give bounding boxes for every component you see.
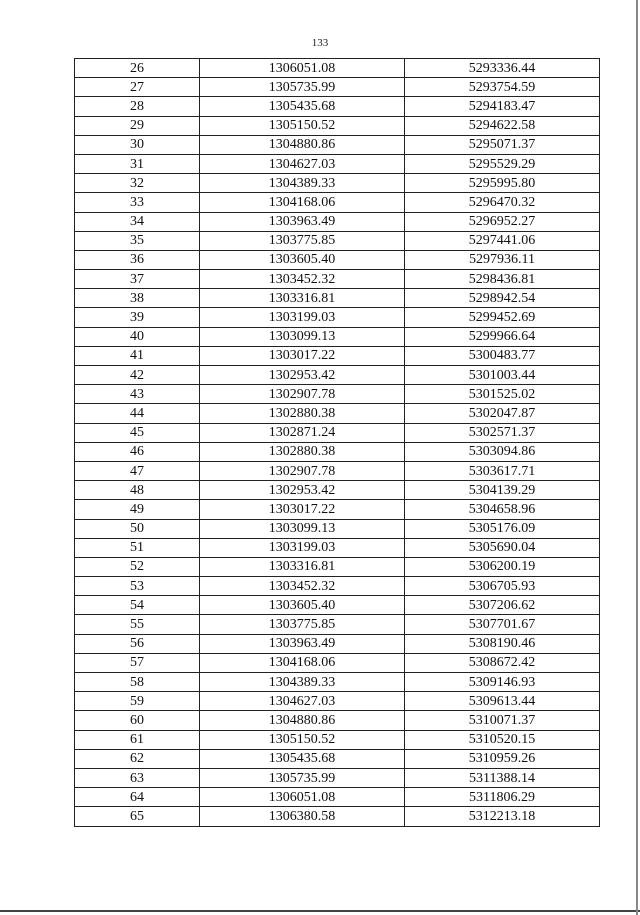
table-row (75, 519, 600, 538)
point-number-cell: 54 (75, 596, 200, 615)
y-coordinate-cell: 5312213.18 (405, 807, 600, 826)
table-row (75, 481, 600, 500)
x-coordinate-cell: 1302953.42 (200, 481, 405, 500)
y-coordinate-cell: 5295529.29 (405, 154, 600, 173)
point-number-cell: 39 (75, 308, 200, 327)
bottom-edge-line (0, 910, 640, 912)
point-number-cell: 55 (75, 615, 200, 634)
y-coordinate-cell: 5300483.77 (405, 346, 600, 365)
point-number-cell: 65 (75, 807, 200, 826)
table-row (75, 749, 600, 768)
x-coordinate-cell: 1303605.40 (200, 596, 405, 615)
y-coordinate-cell: 5310071.37 (405, 711, 600, 730)
y-coordinate-cell: 5306705.93 (405, 577, 600, 596)
x-coordinate-cell: 1305735.99 (200, 768, 405, 787)
point-number-cell: 64 (75, 788, 200, 807)
point-number-cell: 57 (75, 653, 200, 672)
y-coordinate-cell: 5294183.47 (405, 97, 600, 116)
x-coordinate-cell: 1305735.99 (200, 78, 405, 97)
y-coordinate-cell: 5306200.19 (405, 557, 600, 576)
x-coordinate-cell: 1304168.06 (200, 653, 405, 672)
y-coordinate-cell: 5310520.15 (405, 730, 600, 749)
x-coordinate-cell: 1305435.68 (200, 97, 405, 116)
y-coordinate-cell: 5299452.69 (405, 308, 600, 327)
x-coordinate-cell: 1305150.52 (200, 116, 405, 135)
point-number-cell: 40 (75, 327, 200, 346)
table-row (75, 577, 600, 596)
x-coordinate-cell: 1303775.85 (200, 231, 405, 250)
table-row (75, 730, 600, 749)
table-row (75, 78, 600, 97)
x-coordinate-cell: 1303099.13 (200, 519, 405, 538)
y-coordinate-cell: 5307206.62 (405, 596, 600, 615)
point-number-cell: 36 (75, 250, 200, 269)
table-row (75, 250, 600, 269)
x-coordinate-cell: 1302907.78 (200, 385, 405, 404)
y-coordinate-cell: 5298436.81 (405, 270, 600, 289)
x-coordinate-cell: 1303316.81 (200, 289, 405, 308)
x-coordinate-cell: 1303199.03 (200, 538, 405, 557)
x-coordinate-cell: 1306051.08 (200, 59, 405, 78)
point-number-cell: 60 (75, 711, 200, 730)
point-number-cell: 47 (75, 461, 200, 480)
table-row (75, 442, 600, 461)
x-coordinate-cell: 1303017.22 (200, 500, 405, 519)
table-row (75, 423, 600, 442)
coordinates-table (74, 58, 600, 827)
y-coordinate-cell: 5298942.54 (405, 289, 600, 308)
x-coordinate-cell: 1304880.86 (200, 135, 405, 154)
y-coordinate-cell: 5309613.44 (405, 692, 600, 711)
table-row (75, 385, 600, 404)
x-coordinate-cell: 1305435.68 (200, 749, 405, 768)
x-coordinate-cell: 1304627.03 (200, 154, 405, 173)
x-coordinate-cell: 1303017.22 (200, 346, 405, 365)
point-number-cell: 35 (75, 231, 200, 250)
table-row (75, 653, 600, 672)
point-number-cell: 34 (75, 212, 200, 231)
point-number-cell: 33 (75, 193, 200, 212)
y-coordinate-cell: 5301525.02 (405, 385, 600, 404)
y-coordinate-cell: 5311806.29 (405, 788, 600, 807)
point-number-cell: 51 (75, 538, 200, 557)
y-coordinate-cell: 5304658.96 (405, 500, 600, 519)
table-row (75, 807, 600, 826)
x-coordinate-cell: 1305150.52 (200, 730, 405, 749)
y-coordinate-cell: 5296952.27 (405, 212, 600, 231)
point-number-cell: 56 (75, 634, 200, 653)
x-coordinate-cell: 1306380.58 (200, 807, 405, 826)
point-number-cell: 43 (75, 385, 200, 404)
y-coordinate-cell: 5310959.26 (405, 749, 600, 768)
y-coordinate-cell: 5303094.86 (405, 442, 600, 461)
point-number-cell: 44 (75, 404, 200, 423)
table-row (75, 289, 600, 308)
y-coordinate-cell: 5311388.14 (405, 768, 600, 787)
table-row (75, 135, 600, 154)
x-coordinate-cell: 1303605.40 (200, 250, 405, 269)
x-coordinate-cell: 1303199.03 (200, 308, 405, 327)
y-coordinate-cell: 5302047.87 (405, 404, 600, 423)
point-number-cell: 62 (75, 749, 200, 768)
x-coordinate-cell: 1304389.33 (200, 673, 405, 692)
x-coordinate-cell: 1304389.33 (200, 174, 405, 193)
y-coordinate-cell: 5295071.37 (405, 135, 600, 154)
table-row (75, 788, 600, 807)
point-number-cell: 28 (75, 97, 200, 116)
y-coordinate-cell: 5307701.67 (405, 615, 600, 634)
x-coordinate-cell: 1303452.32 (200, 270, 405, 289)
y-coordinate-cell: 5296470.32 (405, 193, 600, 212)
y-coordinate-cell: 5297936.11 (405, 250, 600, 269)
point-number-cell: 41 (75, 346, 200, 365)
table-row (75, 346, 600, 365)
y-coordinate-cell: 5308672.42 (405, 653, 600, 672)
x-coordinate-cell: 1303963.49 (200, 212, 405, 231)
table-row (75, 461, 600, 480)
point-number-cell: 48 (75, 481, 200, 500)
point-number-cell: 63 (75, 768, 200, 787)
point-number-cell: 61 (75, 730, 200, 749)
x-coordinate-cell: 1303316.81 (200, 557, 405, 576)
point-number-cell: 30 (75, 135, 200, 154)
x-coordinate-cell: 1302880.38 (200, 442, 405, 461)
table-row (75, 768, 600, 787)
point-number-cell: 26 (75, 59, 200, 78)
x-coordinate-cell: 1303775.85 (200, 615, 405, 634)
x-coordinate-cell: 1302880.38 (200, 404, 405, 423)
point-number-cell: 38 (75, 289, 200, 308)
table-row (75, 308, 600, 327)
table-row (75, 596, 600, 615)
table-row (75, 673, 600, 692)
point-number-cell: 31 (75, 154, 200, 173)
table-row (75, 59, 600, 78)
point-number-cell: 50 (75, 519, 200, 538)
table-row (75, 212, 600, 231)
y-coordinate-cell: 5309146.93 (405, 673, 600, 692)
point-number-cell: 45 (75, 423, 200, 442)
x-coordinate-cell: 1302953.42 (200, 366, 405, 385)
table-row (75, 634, 600, 653)
table-row (75, 97, 600, 116)
table-row (75, 327, 600, 346)
y-coordinate-cell: 5308190.46 (405, 634, 600, 653)
page-number: 133 (311, 37, 329, 49)
table-row (75, 692, 600, 711)
table-row (75, 404, 600, 423)
point-number-cell: 52 (75, 557, 200, 576)
y-coordinate-cell: 5295995.80 (405, 174, 600, 193)
y-coordinate-cell: 5299966.64 (405, 327, 600, 346)
y-coordinate-cell: 5294622.58 (405, 116, 600, 135)
point-number-cell: 49 (75, 500, 200, 519)
table-row (75, 366, 600, 385)
right-edge-line (636, 0, 638, 915)
table-row (75, 270, 600, 289)
x-coordinate-cell: 1304168.06 (200, 193, 405, 212)
table-row (75, 538, 600, 557)
table-row (75, 116, 600, 135)
x-coordinate-cell: 1306051.08 (200, 788, 405, 807)
y-coordinate-cell: 5305690.04 (405, 538, 600, 557)
table-row (75, 154, 600, 173)
x-coordinate-cell: 1303452.32 (200, 577, 405, 596)
y-coordinate-cell: 5301003.44 (405, 366, 600, 385)
table-row (75, 193, 600, 212)
y-coordinate-cell: 5302571.37 (405, 423, 600, 442)
table-row (75, 557, 600, 576)
point-number-cell: 53 (75, 577, 200, 596)
y-coordinate-cell: 5293754.59 (405, 78, 600, 97)
point-number-cell: 29 (75, 116, 200, 135)
point-number-cell: 59 (75, 692, 200, 711)
table-row (75, 500, 600, 519)
y-coordinate-cell: 5297441.06 (405, 231, 600, 250)
point-number-cell: 46 (75, 442, 200, 461)
point-number-cell: 37 (75, 270, 200, 289)
table-row (75, 711, 600, 730)
x-coordinate-cell: 1303963.49 (200, 634, 405, 653)
point-number-cell: 32 (75, 174, 200, 193)
table-row (75, 174, 600, 193)
table-row (75, 615, 600, 634)
y-coordinate-cell: 5304139.29 (405, 481, 600, 500)
y-coordinate-cell: 5303617.71 (405, 461, 600, 480)
x-coordinate-cell: 1304627.03 (200, 692, 405, 711)
point-number-cell: 27 (75, 78, 200, 97)
x-coordinate-cell: 1302907.78 (200, 461, 405, 480)
x-coordinate-cell: 1303099.13 (200, 327, 405, 346)
x-coordinate-cell: 1302871.24 (200, 423, 405, 442)
y-coordinate-cell: 5293336.44 (405, 59, 600, 78)
table-row (75, 231, 600, 250)
point-number-cell: 58 (75, 673, 200, 692)
y-coordinate-cell: 5305176.09 (405, 519, 600, 538)
point-number-cell: 42 (75, 366, 200, 385)
x-coordinate-cell: 1304880.86 (200, 711, 405, 730)
coordinates-table-body (75, 59, 600, 827)
